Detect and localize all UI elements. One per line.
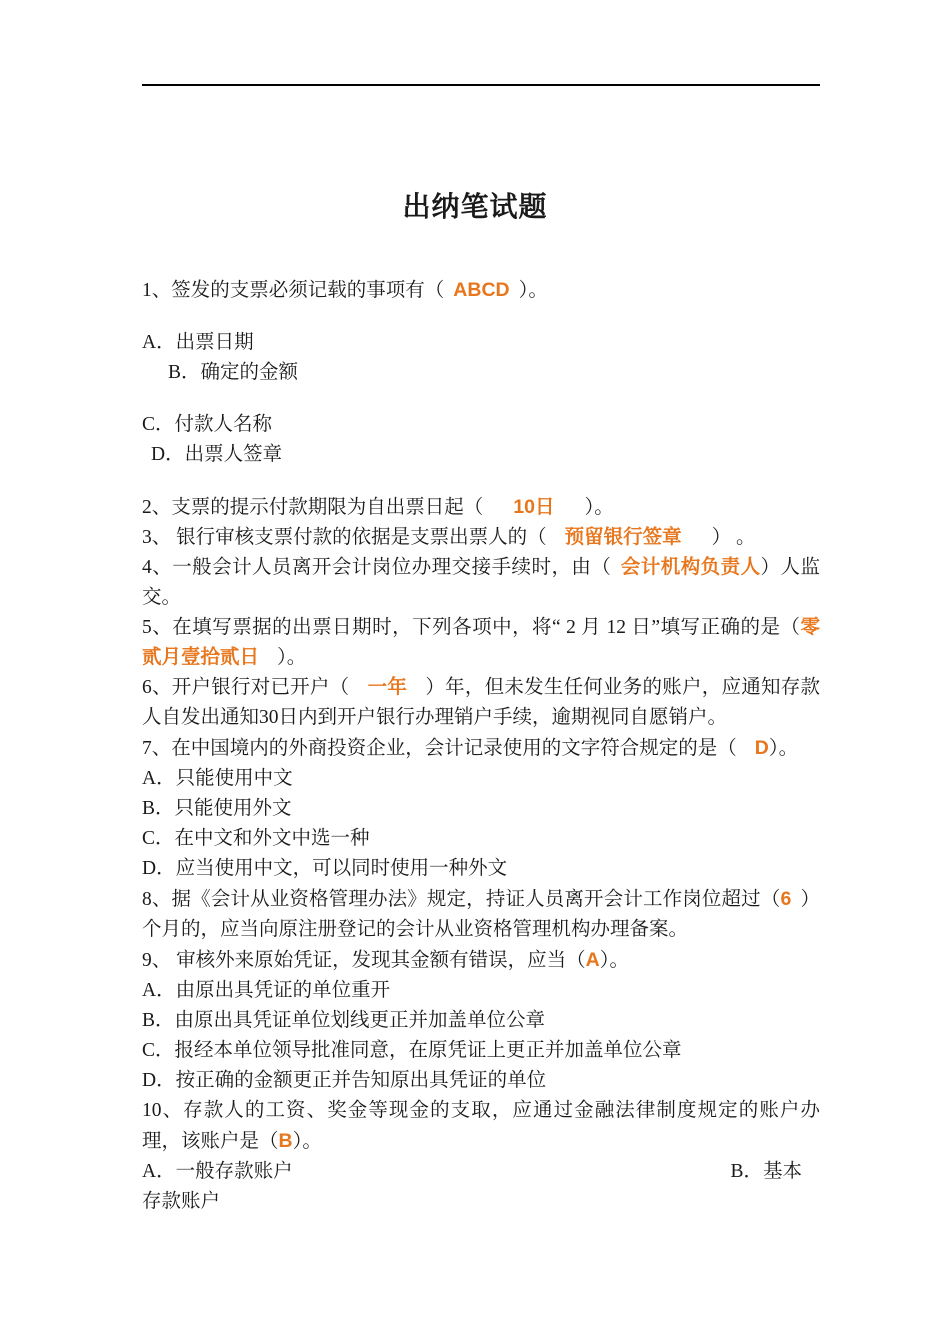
spacer — [142, 388, 820, 410]
question-1-answer: ABCD — [453, 279, 510, 301]
question-6-stem: 开户银行对已开户（ — [171, 677, 350, 698]
option-text-head: 基本 — [762, 1161, 802, 1182]
option-label: C． — [142, 414, 175, 435]
option-text: 只能使用外文 — [174, 798, 292, 819]
document-body — [142, 275, 820, 1217]
question-5-answer: 零贰月壹拾贰日 — [142, 617, 820, 668]
option-text: 付款人名称 — [174, 414, 273, 435]
question-7-stem: 在中国境内的外商投资企业，会计记录使用的文字符合规定的是（ — [171, 738, 737, 759]
question-3-number: 3、 — [142, 527, 172, 548]
header-divider — [142, 84, 820, 86]
question-1-tail: ）。 — [518, 280, 548, 301]
question-8-answer: 6 — [780, 888, 792, 910]
question-6-answer: 一年 — [367, 677, 408, 698]
question-5-tail: ）。 — [277, 647, 307, 668]
question-1-number: 1、 — [142, 280, 172, 301]
question-1-option-a — [142, 328, 820, 358]
option-text: 应当使用中文，可以同时使用一种外文 — [175, 858, 508, 879]
question-6-number: 6、 — [142, 677, 172, 698]
option-label: D． — [142, 858, 176, 879]
question-10-answer: B — [278, 1130, 293, 1152]
option-label: A． — [142, 1161, 176, 1182]
question-3-stem: 银行审核支票付款的依据是支票出票人的（ — [171, 527, 547, 548]
spacer — [142, 470, 820, 492]
question-1-option-b — [142, 358, 820, 388]
question-2-stem: 支票的提示付款期限为自出票日起（ — [171, 497, 484, 518]
option-label: C． — [142, 828, 175, 849]
question-8-tail: ）个月的，应当向原注册登记的会计从业资格管理机构办理备案。 — [142, 889, 820, 940]
option-label: D． — [142, 1070, 176, 1091]
question-10-number: 10、 — [142, 1100, 184, 1121]
question-10-tail: ）。 — [292, 1131, 322, 1152]
question-8-stem: 据《会计从业资格管理办法》规定，持证人员离开会计工作岗位超过（ — [171, 889, 781, 910]
question-10-option-b-wrap — [142, 1187, 820, 1217]
option-text: 一般存款账户 — [175, 1161, 293, 1182]
option-text: 出票日期 — [175, 332, 254, 353]
question-1-stem: 签发的支票必须记载的事项有（ — [171, 280, 445, 301]
question-10-stem: 存款人的工资、奖金等现金的支取，应通过金融法律制度规定的账户办理，该账户是（ — [142, 1100, 820, 1152]
option-text-tail: 存款账户 — [142, 1191, 221, 1212]
question-2-answer: 10日 — [513, 496, 555, 518]
option-label: B． — [168, 362, 201, 383]
option-label: A． — [142, 768, 176, 789]
question-9-stem: 审核外来原始凭证，发现其金额有错误，应当（ — [171, 950, 586, 971]
question-4-number: 4、 — [142, 557, 173, 578]
option-label: B． — [142, 1010, 175, 1031]
question-3-answer: 预留银行签章 — [564, 527, 682, 548]
question-9-tail: ）。 — [599, 950, 630, 971]
question-7-number: 7、 — [142, 738, 172, 759]
question-4-answer: 会计机构负责人 — [620, 557, 761, 578]
option-text: 确定的金额 — [200, 362, 299, 383]
question-8-number: 8、 — [142, 889, 172, 910]
question-1 — [142, 275, 820, 306]
option-label: B． — [142, 798, 175, 819]
page-title: 出纳笔试题 — [402, 192, 548, 223]
option-text: 在中文和外文中选一种 — [174, 828, 370, 849]
question-9-option-b — [142, 1006, 820, 1036]
question-1-option-c — [142, 410, 820, 440]
option-text: 出票人签章 — [184, 444, 283, 465]
question-7-answer: D — [754, 737, 769, 759]
question-6 — [142, 673, 820, 733]
question-4-tail: ）人监交。 — [142, 557, 820, 608]
option-label: D． — [151, 444, 185, 465]
question-3-tail: ） 。 — [711, 527, 756, 548]
option-text: 报经本单位领导批准同意，在原凭证上更正并加盖单位公章 — [174, 1040, 682, 1061]
question-10-option-b-label — [730, 1157, 820, 1187]
question-2-tail: ）。 — [584, 497, 614, 518]
question-10-options-row — [142, 1157, 820, 1187]
option-label: A． — [142, 332, 176, 353]
question-9-option-c — [142, 1036, 820, 1066]
option-text: 由原出具凭证的单位重开 — [175, 980, 391, 1001]
question-2 — [142, 492, 820, 523]
question-5-number: 5、 — [142, 617, 173, 638]
question-9 — [142, 945, 820, 976]
question-2-number: 2、 — [142, 497, 172, 518]
option-text: 按正确的金额更正并告知原出具凭证的单位 — [175, 1070, 547, 1091]
option-text: 只能使用中文 — [175, 768, 293, 789]
question-9-option-d — [142, 1066, 820, 1096]
question-7-option-c — [142, 824, 820, 854]
question-7-tail: ）。 — [768, 738, 799, 759]
question-7-option-b — [142, 794, 820, 824]
question-9-option-a — [142, 976, 820, 1006]
question-7-option-d — [142, 854, 820, 884]
option-label: B． — [730, 1161, 763, 1182]
question-10 — [142, 1096, 820, 1157]
question-1-option-d — [142, 440, 820, 470]
question-4 — [142, 553, 820, 613]
question-9-answer: A — [585, 949, 600, 971]
question-3 — [142, 523, 820, 553]
option-text: 由原出具凭证单位划线更正并加盖单位公章 — [174, 1010, 546, 1031]
question-5 — [142, 613, 820, 673]
question-4-stem: 一般会计人员离开会计岗位办理交接手续时，由（ — [172, 557, 612, 578]
option-label: C． — [142, 1040, 175, 1061]
option-label: A． — [142, 980, 176, 1001]
question-8 — [142, 884, 820, 945]
spacer — [142, 306, 820, 328]
question-10-option-a — [142, 1157, 293, 1187]
question-6-tail: ）年，但未发生任何业务的账户，应通知存款人自发出通知30日内到开户银行办理销户手续，逾期视同自愿销户。 — [142, 677, 820, 728]
question-7-option-a — [142, 764, 820, 794]
question-5-stem: 在填写票据的出票日期时，下列各项中，将“ 2 月 12 日”填写正确的是（ — [172, 617, 801, 638]
question-7 — [142, 733, 820, 764]
question-9-number: 9、 — [142, 950, 172, 971]
